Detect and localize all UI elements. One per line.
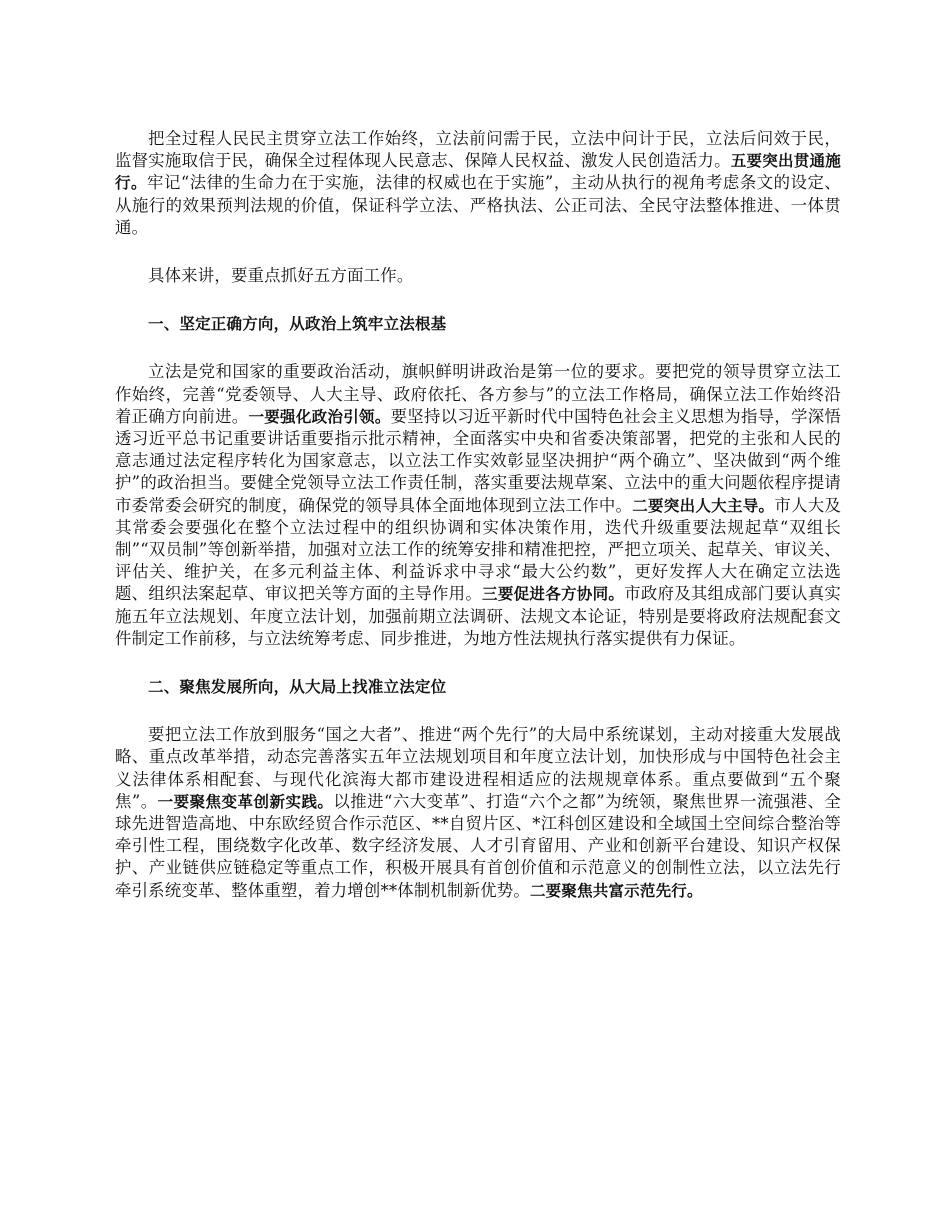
paragraph-4: [115, 724, 841, 902]
bold-lead-phrase: 五要突出贯通施行。: [115, 152, 841, 193]
paragraph-text: 牢记“法律的生命力在于实施，法律的权威也在于实施”，主动从执行的视角考虑条文的设定、从施行的效果预判法规的价值，保证科学立法、严格执法、公正司法、全民守法整体推进、一体贯通。: [115, 173, 841, 237]
paragraph-text: 市政府及其组成部门要认真实施五年立法规划、年度立法计划，加强前期立法调研、法规文本论证，特别是要将政府法规配套文件制定工作前移，与立法统筹考虑、同步推进，为地方性法规执行落实提供有力保证。: [115, 584, 841, 648]
paragraph-3: [115, 361, 841, 650]
paragraph-text: 立法是党和国家的重要政治活动，旗帜鲜明讲政治是第一位的要求。要把党的领导贯穿立法工作始终，完善“党委领导、人大主导、政府依托、各方参与”的立法工作格局，确保立法工作始终沿着正确方向前进。: [115, 362, 841, 426]
section-heading-1: 一、坚定正确方向，从政治上筑牢立法根基: [148, 315, 447, 334]
document-page: [115, 128, 841, 902]
paragraph-text: 要把立法工作放到服务“国之大者”、推进“两个先行”的大局中系统谋划，主动对接重大发展战略、重点改革举措，动态完善落实五年立法规划项目和年度立法计划，加快形成与中国特色社会主义法律体系相配套、与现代化滨海大都市建设进程相适应的法规规章体系。重点要做到“五个聚焦”。: [115, 725, 841, 811]
paragraph-text: 把全过程人民民主贯穿立法工作始终，立法前问需于民，立法中问计于民，立法后问效于民，监督实施取信于民，确保全过程体现人民意志、保障人民权益、激发人民创造活力。: [115, 129, 841, 171]
paragraph-text: 市人大及其常委会要强化在整个立法过程中的组织协调和实体决策作用，迭代升级重要法规起草“双组长制”“双员制”等创新举措，加强对立法工作的统筹安排和精准把控，严把立项关、起草关、审议关、评估关、维护关，在多元利益主体、利益诉求中寻求“最大公约数”，更好发挥人大在确定立法选题、组织法案起草、审议把关等方面的主导作用。: [115, 495, 841, 604]
bold-lead-phrase: 二要聚焦共富示范先行。: [529, 881, 703, 900]
bold-lead-phrase: 一要聚焦变革创新实践。: [157, 792, 334, 811]
paragraph-1: [115, 128, 841, 239]
bold-lead-phrase: 三要促进各方协同。: [482, 585, 625, 604]
bold-lead-phrase: 二要突出人大主导。: [632, 496, 775, 515]
bold-lead-phrase: 一要强化政治引领。: [248, 407, 391, 426]
paragraph-2: 具体来讲，要重点抓好五方面工作。: [148, 266, 414, 286]
section-heading-2: 二、聚焦发展所向，从大局上找准立法定位: [148, 678, 447, 697]
paragraph-text: 以推进“六大变革”、打造“六个之都”为统领，聚焦世界一流强港、全球先进智造高地、中东欧经贸合作示范区、**自贸片区、*江科创区建设和全域国土空间综合整治等牵引性工程，围绕数字化改革、数字经济发展、人才引育留用、产业和创新平台建设、知识产权保护、产业链供应链稳定等重点工作，积极开展具有首创价值和示范意义的创制性立法，以立法先行牵引系统变革、整体重塑，着力增创**体制机制新优势。: [115, 791, 842, 900]
paragraph-text: 要坚持以习近平新时代中国特色社会主义思想为指导，学深悟透习近平总书记重要讲话重要指示批示精神，全面落实中央和省委决策部署，把党的主张和人民的意志通过法定程序转化为国家意志，以立法工作实效彰显坚决拥护“两个确立”、坚决做到“两个维护”的政治担当。要健全党领导立法工作责任制，落实重要法规草案、立法中的重大问题依程序提请市委常委会研究的制度，确保党的领导具体全面地体现到立法工作中。: [115, 406, 841, 515]
